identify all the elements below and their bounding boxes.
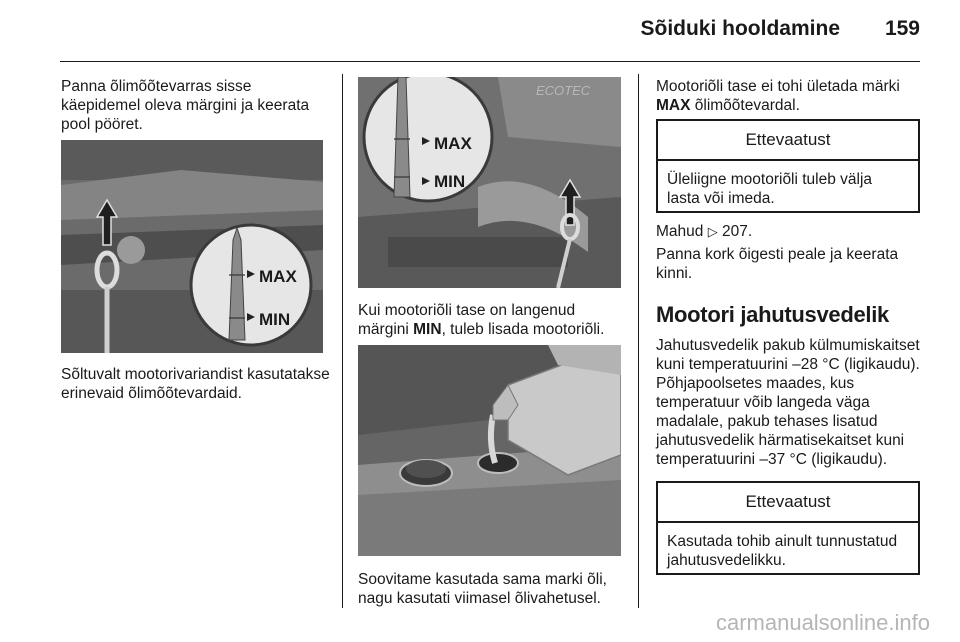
caution-text: Üleliigne mootoriõli tuleb välja lasta või imeda. bbox=[667, 171, 873, 207]
dipstick-marking-figure bbox=[61, 140, 323, 353]
column-divider-2 bbox=[638, 74, 639, 608]
max-level-warning: Mootoriõli tase ei tohi ületada märki MAX õlimõõtevardal. bbox=[656, 78, 900, 114]
caution-box-excess-oil bbox=[656, 119, 920, 213]
max-mark-label: MAX bbox=[259, 267, 297, 286]
dipstick-variant-note: Sõltuvalt mootorivariandist kasutatakse erinevaid õlimõõtevardaid. bbox=[61, 366, 330, 402]
header-rule bbox=[60, 61, 920, 62]
caution-text-2: Kasutada tohib ainult tunnustatud jahutusvedelikku. bbox=[667, 533, 898, 569]
min-mark-label: MIN bbox=[259, 310, 291, 329]
caution-box-coolant bbox=[656, 481, 920, 575]
cap-tighten-instruction: Panna kork õigesti peale ja keerata kinni. bbox=[656, 246, 899, 282]
running-header-title: Sõiduki hooldamine bbox=[640, 17, 840, 40]
section-heading-coolant: Mootori jahutusvedelik bbox=[656, 302, 889, 327]
oil-filling-figure bbox=[358, 345, 621, 556]
min-marker-text: MIN bbox=[413, 321, 442, 338]
caution-heading: Ettevaatust bbox=[658, 121, 918, 161]
caution-heading-2: Ettevaatust bbox=[658, 483, 918, 523]
max-marker-text: MAX bbox=[656, 97, 691, 114]
watermark: carmanualsonline.info bbox=[715, 610, 930, 635]
column-divider-1 bbox=[342, 74, 343, 608]
coolant-description: Jahutusvedelik pakub külmumiskaitset kuni temperatuurini –28 °C (ligikaudu). Põhjapoolsetes maades, kus temperatuur võib langeda väga madalale, pakub tehases lisatud jahutusvedelik härmatisekaitset kuni temperatuurini –37 °C (ligikaudu). bbox=[656, 337, 920, 468]
capacity-reference: Mahud ▷ 207. bbox=[656, 223, 753, 240]
page-number: 159 bbox=[884, 17, 920, 40]
oil-brand-recommendation: Soovitame kasutada sama marki õli, nagu kasutati viimasel õlivahetusel. bbox=[358, 571, 607, 607]
dipstick-insert-instruction: Panna õlimõõtevarras sisse käepidemel oleva märgini ja keerata pool pööret. bbox=[61, 78, 310, 133]
engine-dipstick-figure bbox=[358, 77, 621, 288]
max-mark-label-2: MAX bbox=[434, 134, 472, 153]
min-level-instruction: Kui mootoriõli tase on langenud märgini MIN, tuleb lisada mootoriõli. bbox=[358, 302, 605, 338]
min-mark-label-2: MIN bbox=[434, 172, 466, 191]
ecotec-brand-label: ECOTEC bbox=[536, 83, 591, 98]
page-reference-icon[interactable]: ▷ bbox=[707, 224, 718, 239]
